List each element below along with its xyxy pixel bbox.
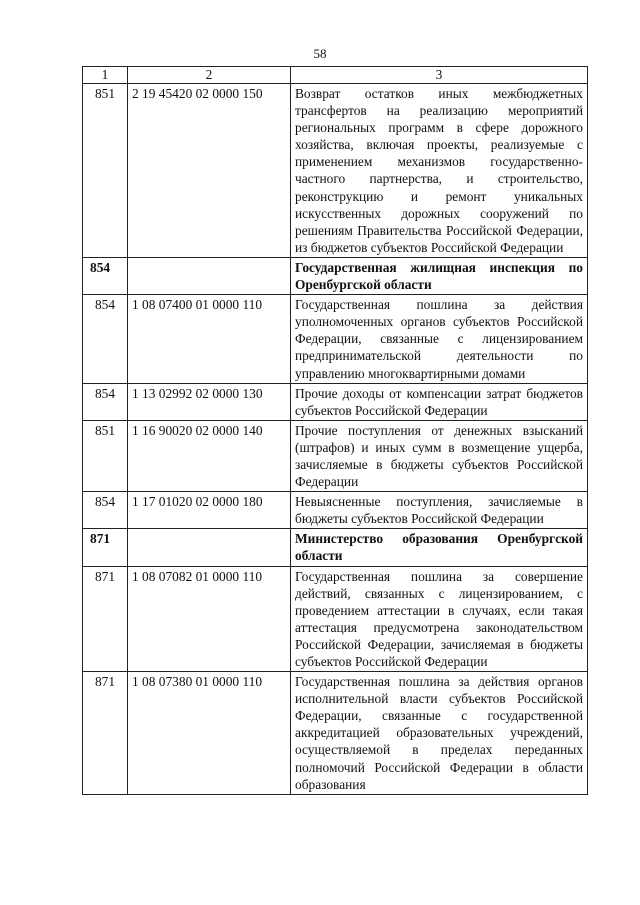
table-row: [83, 566, 588, 672]
admin-code-cell: 871: [83, 566, 128, 672]
revenue-description-cell: Государственная пошлина за совершение действий, связанных с лицензированием, с проведением аттестации в случаях, если такая аттестация предусмотрена законодательством Российской Федерации, зачисляемая в бюджеты субъектов Российской Федерации: [291, 566, 588, 672]
table-row: [83, 84, 588, 258]
admin-code-cell: 854: [83, 257, 128, 294]
admin-code-cell: 854: [83, 492, 128, 529]
table-row: [83, 420, 588, 491]
budget-classification-code-cell: 1 08 07082 01 0000 110: [128, 566, 291, 672]
admin-code-cell: 871: [83, 529, 128, 566]
admin-code-cell: 851: [83, 420, 128, 491]
table-body: [83, 84, 588, 795]
department-name-cell: Министерство образования Оренбургской области: [291, 529, 588, 566]
budget-classification-code-cell: 2 19 45420 02 0000 150: [128, 84, 291, 258]
admin-code-cell: 854: [83, 295, 128, 383]
budget-classification-code-cell: 1 08 07380 01 0000 110: [128, 672, 291, 795]
budget-classification-code-cell: 1 08 07400 01 0000 110: [128, 295, 291, 383]
revenue-codes-table: [82, 66, 588, 795]
budget-classification-code-cell: 1 13 02992 02 0000 130: [128, 383, 291, 420]
budget-classification-code-cell: [128, 257, 291, 294]
column-header-2: 2: [128, 67, 291, 84]
revenue-description-cell: Государственная пошлина за действия органов исполнительной власти субъектов Российской Федерации, связанные с государственной аккредитацией образовательных учреждений, осуществляемой в пределах переданных полномочий Российской Федерации в области образования: [291, 672, 588, 795]
admin-code-cell: 871: [83, 672, 128, 795]
table-row: [83, 295, 588, 383]
table-header-row: [83, 67, 588, 84]
department-row: [83, 529, 588, 566]
budget-classification-code-cell: 1 16 90020 02 0000 140: [128, 420, 291, 491]
table-row: [83, 383, 588, 420]
revenue-description-cell: Невыясненные поступления, зачисляемые в бюджеты субъектов Российской Федерации: [291, 492, 588, 529]
revenue-description-cell: Прочие поступления от денежных взысканий (штрафов) и иных сумм в возмещение ущерба, зачисляемые в бюджеты субъектов Российской Федерации: [291, 420, 588, 491]
admin-code-cell: 854: [83, 383, 128, 420]
department-name-cell: Государственная жилищная инспекция по Оренбургской области: [291, 257, 588, 294]
revenue-description-cell: Возврат остатков иных межбюджетных трансфертов на реализацию мероприятий региональных программ в сфере дорожного хозяйства, включая проекты, реализуемые с применением механизмов государственно-частного партнерства, и строительство, реконструкцию и ремонт уникальных искусственных дорожных сооружений по решениям Правительства Российской Федерации, из бюджетов субъектов Российской Федерации: [291, 84, 588, 258]
column-header-3: 3: [291, 67, 588, 84]
budget-classification-code-cell: 1 17 01020 02 0000 180: [128, 492, 291, 529]
revenue-description-cell: Прочие доходы от компенсации затрат бюджетов субъектов Российской Федерации: [291, 383, 588, 420]
revenue-description-cell: Государственная пошлина за действия уполномоченных органов субъектов Российской Федерации, связанные с лицензированием предпринимательской деятельности по управлению многоквартирными домами: [291, 295, 588, 383]
column-header-1: 1: [83, 67, 128, 84]
department-row: [83, 257, 588, 294]
budget-classification-code-cell: [128, 529, 291, 566]
table-row: [83, 672, 588, 795]
admin-code-cell: 851: [83, 84, 128, 258]
page-number: 58: [313, 46, 327, 61]
table-row: [83, 492, 588, 529]
